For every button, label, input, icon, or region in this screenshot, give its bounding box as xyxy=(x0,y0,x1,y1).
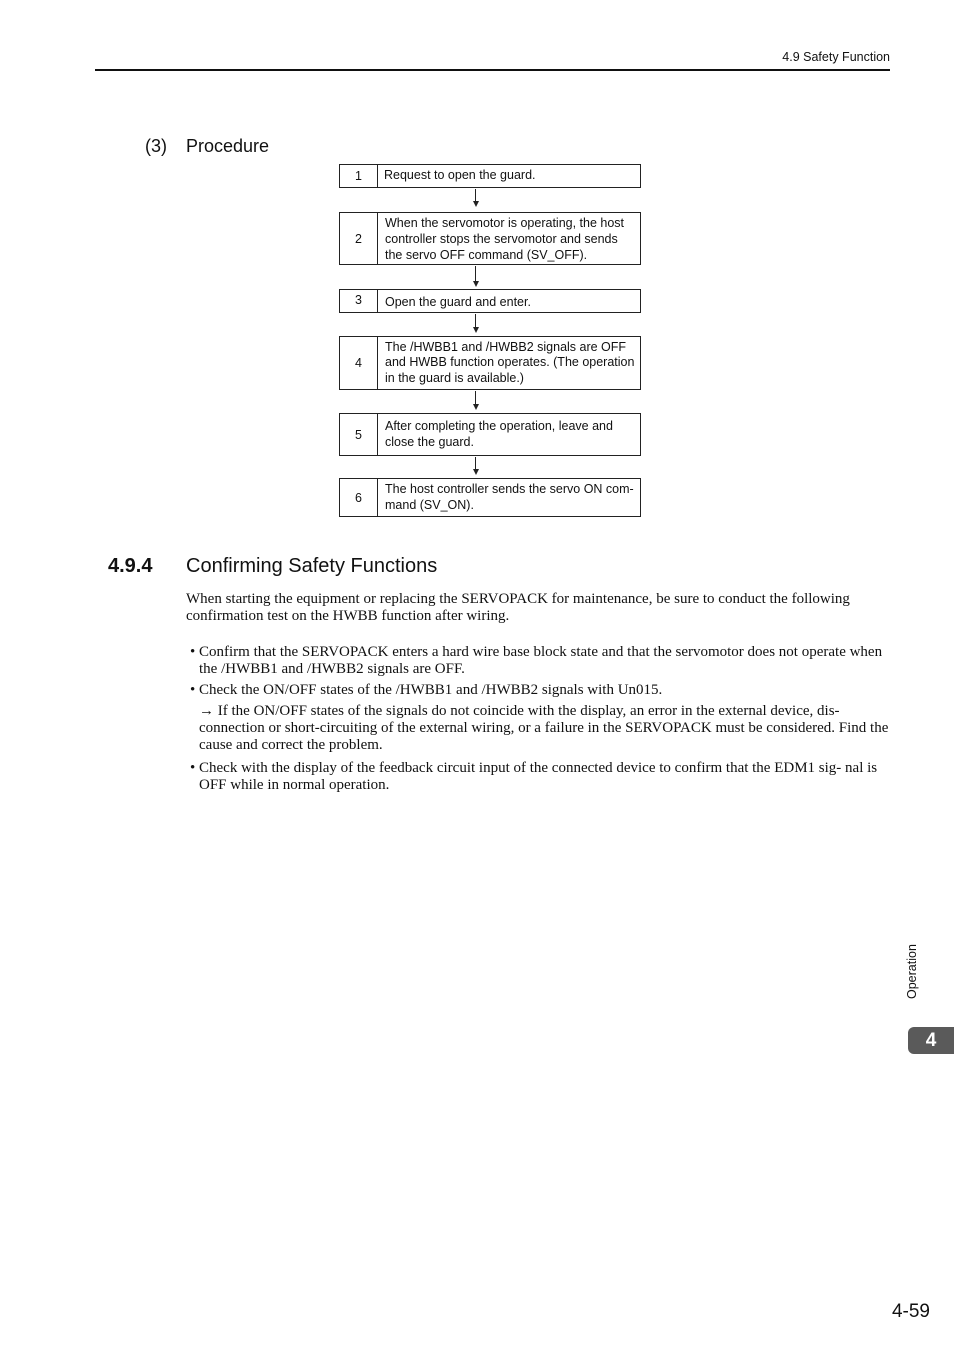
bullet-item xyxy=(190,644,890,678)
procedure-heading xyxy=(145,136,269,157)
header-rule xyxy=(95,69,890,71)
step-text: The host controller sends the servo ON com- mand (SV_ON). xyxy=(385,482,634,512)
step-text: Request to open the guard. xyxy=(384,168,536,183)
sub-note: → If the ON/OFF states of the signals do not coincide with the display, an error in the external device, dis- connection or short-circuiting of the external wiring, or a failure in the SERVOPACK must be considered. Find the cause and correct the problem. xyxy=(199,703,889,753)
bullet-dot: • xyxy=(190,682,196,698)
step-number: 1 xyxy=(340,165,378,187)
step-number: 6 xyxy=(340,479,378,516)
section-number: 4.9.4 xyxy=(108,555,153,577)
bullet-text: Check the ON/OFF states of the /HWBB1 and /HWBB2 signals with Un015. xyxy=(199,682,663,698)
section-title: Confirming Safety Functions xyxy=(186,555,438,577)
intro-paragraph: When starting the equipment or replacing the SERVOPACK for maintenance, be sure to conduct the following confirmation test on the HWBB function after wiring. xyxy=(186,591,850,624)
flow-arrow xyxy=(474,314,477,333)
step-text: Open the guard and enter. xyxy=(385,294,531,309)
running-header: 4.9 Safety Function xyxy=(782,50,890,64)
step-box-2 xyxy=(339,212,641,265)
procedure-number: (3) xyxy=(145,136,167,156)
flow-arrow xyxy=(474,266,477,287)
side-tab-label: Operation xyxy=(905,944,919,999)
bullet-item xyxy=(190,682,890,699)
step-text: When the servomotor is operating, the host controller stops the servomotor and sends the servo OFF command (SV_OFF). xyxy=(385,215,625,262)
flow-arrow xyxy=(474,391,477,410)
chapter-tab: 4 xyxy=(908,1027,954,1054)
bullet-dot: • xyxy=(190,644,196,660)
step-text: The /HWBB1 and /HWBB2 signals are OFF and HWBB function operates. (The operation in the guard is available.) xyxy=(385,339,635,385)
step-number: 2 xyxy=(340,213,378,264)
bullet-text: Check with the display of the feedback circuit input of the connected device to confirm that the EDM1 sig- nal is OFF while in normal operation. xyxy=(199,760,878,793)
bullet-dot: • xyxy=(190,760,196,776)
step-box-4 xyxy=(339,336,641,390)
bullet-text: Confirm that the SERVOPACK enters a hard wire base block state and that the servomotor does not operate when the /HWBB1 and /HWBB2 signals are OFF. xyxy=(199,644,883,677)
flow-arrow xyxy=(474,457,477,475)
step-number: 3 xyxy=(340,290,378,312)
step-box-5 xyxy=(339,413,641,456)
bullet-item xyxy=(190,760,890,794)
step-box-6 xyxy=(339,478,641,517)
section-heading xyxy=(108,555,437,578)
step-box-3 xyxy=(339,289,641,313)
step-number: 5 xyxy=(340,414,378,455)
page-number: 4-59 xyxy=(891,1301,930,1322)
procedure-title: Procedure xyxy=(186,136,270,156)
step-box-1 xyxy=(339,164,641,188)
step-text: After completing the operation, leave and close the guard. xyxy=(385,419,613,449)
step-number: 4 xyxy=(340,337,378,389)
flow-arrow xyxy=(474,189,477,207)
